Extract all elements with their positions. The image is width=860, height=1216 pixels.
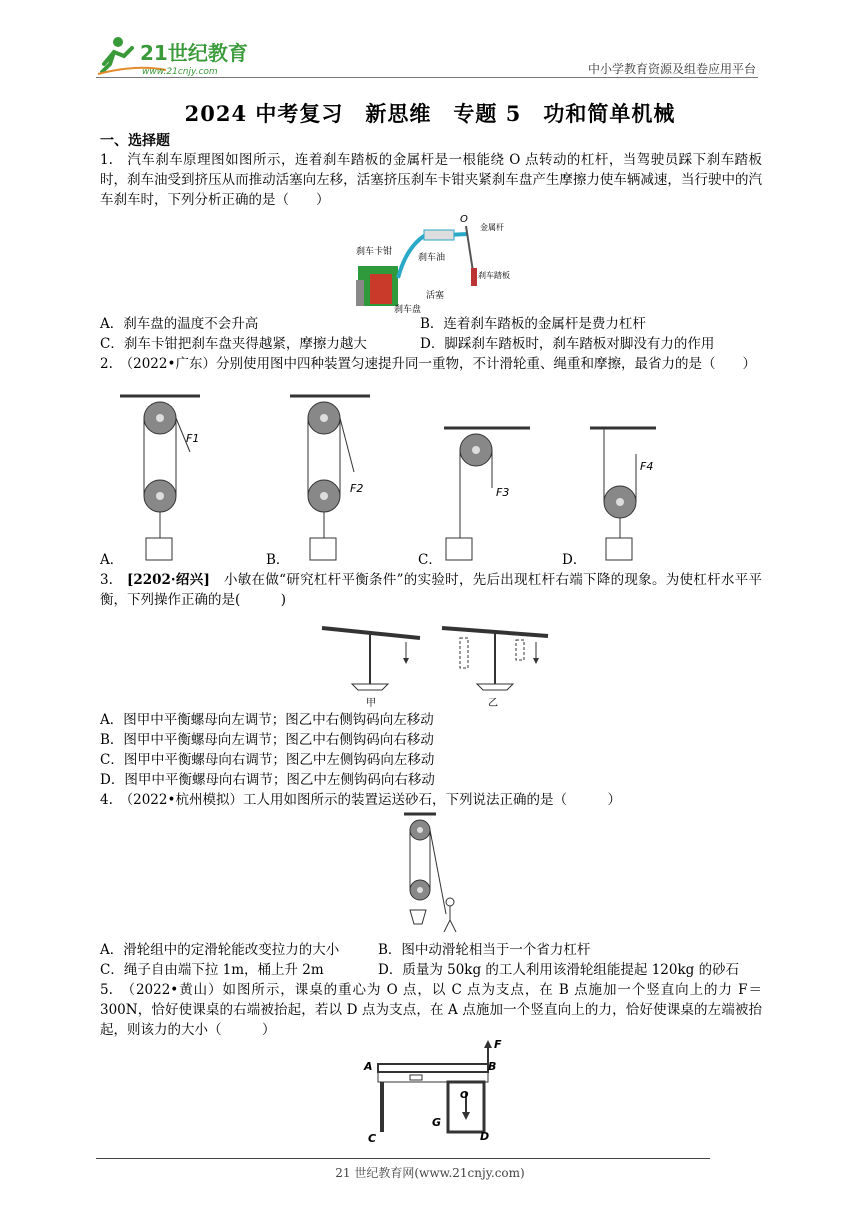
label-jia: 甲: [366, 698, 376, 709]
pulley-setup-a: [120, 396, 200, 560]
force-label-f1: F1: [186, 432, 200, 445]
footer-text: 21 世纪教育网(www.21cnjy.com): [335, 1166, 525, 1180]
force-label-f4: F4: [640, 460, 654, 473]
runner-logo-icon: [96, 34, 266, 78]
q3-option-b: B．图甲中平衡螺母向左调节；图乙中右侧钩码向右移动: [100, 732, 434, 748]
q2-option-c: C．: [418, 552, 442, 568]
q3-body: 小敏在做“研究杠杆平衡条件”的实验时，先后出现杠杆右端下降的现象。为使杠杆水平平衡，下列操作正确的是( ): [100, 572, 762, 608]
question-3-text: [100, 570, 762, 610]
q3-number: 3.: [100, 572, 127, 588]
force-label-f3: F3: [496, 486, 510, 499]
question-1-text: 1. 汽车刹车原理图如图所示，连着刹车踏板的金属杆是一根能绕 O 点转动的杠杆，当驾驶员踩下刹车踏板时，刹车油受到挤压从而推动活塞向左移，活塞挤压刹车卡钳夹紧刹车盘产生摩擦力使车辆减速，当行驶中的汽车刹车时，下列分析正确的是（ ）: [100, 152, 762, 208]
point-c-label: C: [368, 1132, 377, 1145]
q1-option-c: C．刹车卡钳把刹车盘夹得越紧，摩擦力越大: [100, 336, 367, 352]
pedal-label: 刹车踏板: [478, 271, 510, 280]
label-yi: 乙: [488, 698, 498, 709]
lever-figure-jia: [322, 628, 420, 709]
caliper-label: 刹车卡钳: [356, 247, 393, 257]
gravity-g-label: G: [432, 1116, 442, 1129]
q3-option-a: A．图甲中平衡螺母向左调节；图乙中右侧钩码向左移动: [100, 712, 434, 728]
q4-option-c: C．绳子自由端下拉 1m，桶上升 2m: [100, 962, 324, 978]
question-2-text: 2. （2022•广东）分别使用图中四种装置匀速提升同一重物，不计滑轮重、绳重和摩擦，最省力的是（ ）: [100, 356, 756, 372]
section-heading: 一、选择题: [100, 133, 170, 149]
force-label-f2: F2: [350, 482, 364, 495]
q1-option-b: B．连着刹车踏板的金属杆是费力杠杆: [420, 316, 646, 332]
force-f-label: F: [494, 1038, 502, 1051]
logo-url: www.21cnjy.com: [142, 67, 218, 77]
rod-label: 金属杆: [480, 223, 504, 232]
pulley-figures: [100, 392, 660, 572]
q3-source: [2202·绍兴]: [126, 572, 210, 588]
site-logo: [96, 34, 266, 78]
worker-pulley-figure: [396, 810, 476, 936]
q1-option-a: A．刹车盘的温度不会升高: [100, 316, 259, 332]
platform-name: 中小学教育资源及组卷应用平台: [587, 62, 756, 76]
q2-option-d: D．: [562, 552, 587, 568]
lever-figures: [310, 612, 560, 710]
lever-figure-yi: [442, 628, 548, 709]
header-divider: [96, 77, 758, 78]
q4-option-d: D．质量为 50kg 的工人利用该滑轮组能提起 120kg 的砂石: [378, 962, 740, 978]
footer-divider: [96, 1158, 710, 1159]
q4-option-b: B．图中动滑轮相当于一个省力杠杆: [378, 942, 591, 958]
q3-option-d: D．图甲中平衡螺母向右调节；图乙中左侧钩码向右移动: [100, 772, 435, 788]
brake-diagram: [350, 208, 510, 314]
center-o-label: O: [460, 1090, 469, 1101]
oil-label: 刹车油: [418, 253, 446, 263]
pivot-o-label: O: [460, 214, 468, 225]
q1-option-d: D．脚踩刹车踏板时，刹车踏板对脚没有力的作用: [420, 336, 715, 352]
logo-text: 21世纪教育: [140, 41, 248, 65]
page-title: 2024 中考复习 新思维 专题 5 功和简单机械: [184, 101, 676, 126]
point-a-label: A: [364, 1060, 373, 1073]
q4-option-a: A．滑轮组中的定滑轮能改变拉力的大小: [100, 942, 340, 958]
pulley-setup-c: [444, 428, 530, 560]
question-4-text: 4. （2022•杭州模拟）工人用如图所示的装置运送砂石，下列说法正确的是（ ）: [100, 792, 621, 808]
pulley-setup-b: [290, 396, 370, 560]
point-d-label: D: [480, 1130, 490, 1143]
point-b-label: B: [488, 1060, 497, 1073]
q2-option-b: B．: [266, 552, 290, 568]
question-5-text: 5. （2022•黄山）如图所示，课桌的重心为 O 点，以 C 点为支点，在 B 点施加一个竖直向上的力 F＝300N，恰好使课桌的右端被抬起，若以 D 点为支点，在 A 点施加一个竖直向上的力，恰好使课桌的左端被抬起，则该力的大小（ ）: [100, 982, 762, 1038]
disc-label: 刹车盘: [394, 305, 422, 314]
piston-label: 活塞: [426, 291, 445, 301]
pulley-setup-d: [590, 428, 656, 560]
desk-figure: [360, 1036, 510, 1148]
q3-option-c: C．图甲中平衡螺母向右调节；图乙中左侧钩码向左移动: [100, 752, 435, 768]
q2-option-a: A．: [100, 552, 124, 568]
